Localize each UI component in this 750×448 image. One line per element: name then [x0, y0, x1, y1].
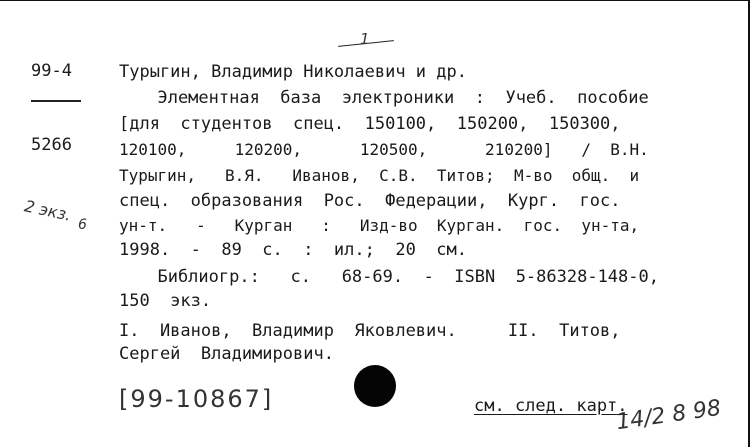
entry-line-11: I. Иванов, Владимир Яковлевич. II. Титов,: [119, 321, 621, 341]
call-number-divider: [31, 100, 81, 102]
punch-hole: [354, 365, 396, 407]
entry-line-12: Сергей Владимирович.: [119, 344, 334, 364]
entry-line-3: [для студентов спец. 150100, 150200, 150300,: [119, 114, 621, 134]
handwritten-date: 14/2 8 98: [614, 395, 723, 436]
handwritten-registration-number: [99-10867]: [119, 385, 274, 413]
entry-line-8: 1998. - 89 с. : ил.; 20 см.: [119, 240, 467, 260]
entry-line-4: 120100, 120200, 120500, 210200] / В.Н.: [119, 140, 649, 159]
entry-line-1: Турыгин, Владимир Николаевич и др.: [119, 62, 467, 82]
handwritten-copies-digit: 6: [78, 217, 87, 233]
entry-line-5: Турыгин, В.Я. Иванов, С.В. Титов; М-во общ. и: [119, 166, 640, 185]
call-number: 99-4: [31, 61, 72, 81]
entry-line-7: ун-т. - Курган : Изд-во Курган. гос. ун-та,: [119, 216, 640, 235]
handwritten-copies: 2 экз.: [22, 196, 73, 225]
entry-line-9: Библиогр.: с. 68-69. - ISBN 5-86328-148-0,: [137, 267, 659, 287]
see-next-card: см. след. карт.: [474, 396, 628, 416]
entry-line-6: спец. образования Рос. Федерации, Кург. гос.: [119, 191, 621, 211]
entry-line-2: Элементная база электроники : Учеб. пособие: [137, 88, 649, 108]
top-handwritten-mark: 1: [338, 31, 398, 51]
entry-line-10: 150 экз.: [119, 291, 212, 311]
accession-number: 5266: [31, 135, 72, 155]
